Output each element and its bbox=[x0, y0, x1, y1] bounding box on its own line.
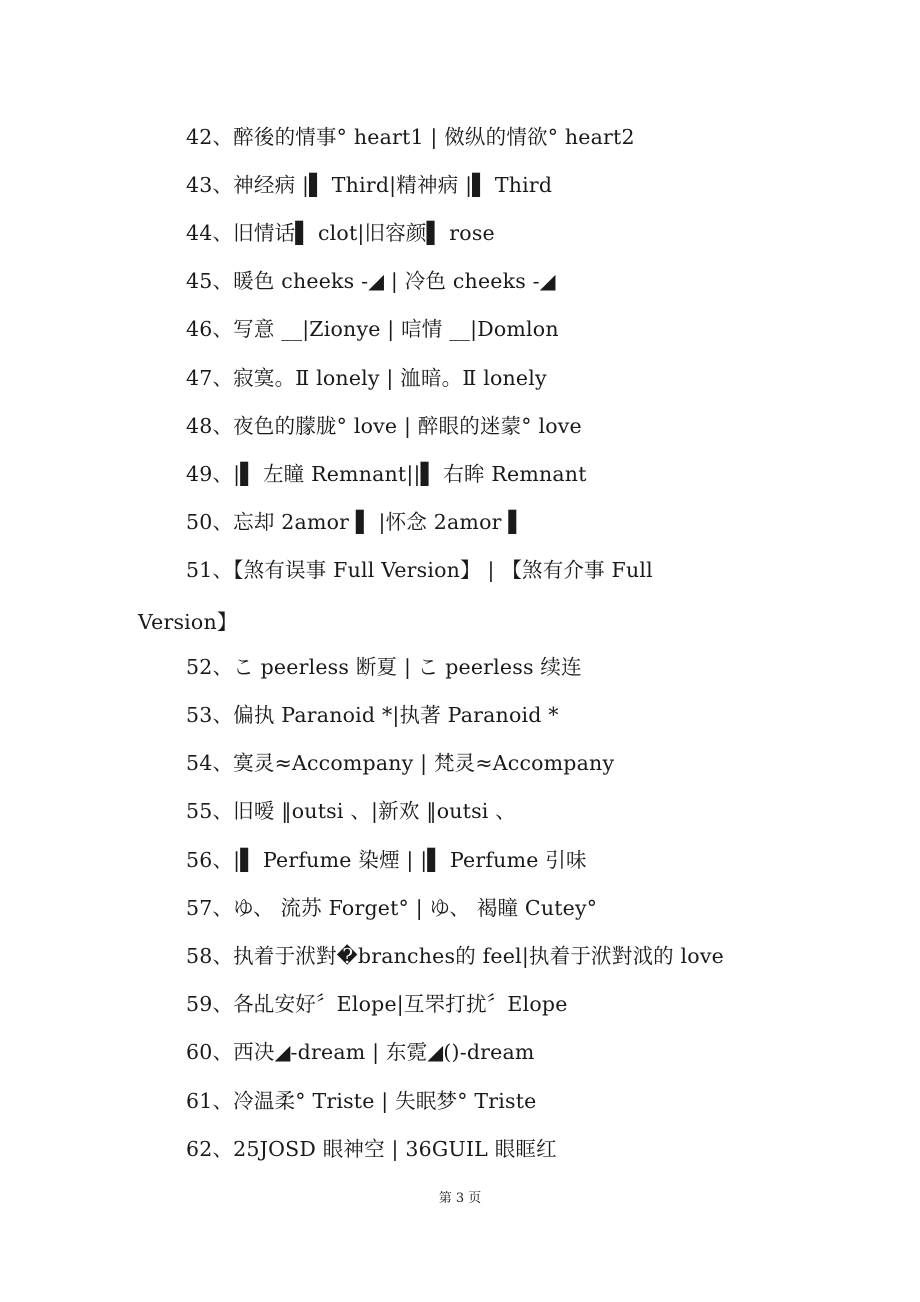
list-item: 62、25JOSD 眼神空 | 36GUIL 眼眶红 bbox=[186, 1137, 557, 1161]
list-item: 44、旧情话▌ clot|旧容颜▌ rose bbox=[186, 221, 495, 245]
page-number: 第 3 页 bbox=[438, 1191, 482, 1206]
list-item: 48、夜色的朦胧° love | 醉眼的迷蒙° love bbox=[186, 414, 582, 438]
list-item: 42、醉後的情事° heart1 | 傚纵的情欲° heart2 bbox=[186, 125, 635, 149]
list-item: 50、忘却 2amor ▌ |怀念 2amor ▌ bbox=[186, 510, 525, 534]
list-item: 59、各乩安好〞Elope|互罘打扰〞Elope bbox=[186, 992, 568, 1016]
list-item: 56、|▌ Perfume 染煙 | |▌ Perfume 引味 bbox=[186, 848, 587, 872]
list-item: 46、写意 __|Zionye | 唁情 __|Domlon bbox=[186, 317, 559, 341]
list-item: 43、神经病 |▌ Third|精神病 |▌ Third bbox=[186, 173, 553, 197]
list-item: 57、ゆ、 流苏 Forget° | ゆ、 褐瞳 Cutey° bbox=[186, 896, 598, 920]
list-item-continuation: Version】 bbox=[138, 610, 238, 634]
list-item: 52、こ peerless 断夏 | こ peerless 续连 bbox=[186, 655, 582, 679]
list-item: 54、寞灵≈Accompany | 梵灵≈Accompany bbox=[186, 751, 615, 775]
list-item: 61、冷温柔° Triste | 失眠梦° Triste bbox=[186, 1089, 537, 1113]
list-item: 51、【煞有误事 Full Version】 | 【煞有介事 Full bbox=[186, 558, 653, 582]
list-item: 49、|▌ 左瞳 Remnant||▌ 右眸 Remnant bbox=[186, 462, 587, 486]
list-item: 58、执着于洑對�branches的 feel|执着于洑對泧的 love bbox=[186, 944, 724, 968]
list-item: 60、西决◢-dream | 东霓◢()-dream bbox=[186, 1040, 535, 1064]
list-item: 55、旧嗳 ‖outsi 、|新欢 ‖outsi 、 bbox=[186, 799, 516, 823]
list-item: 45、暖色 cheeks -◢ | 冷色 cheeks -◢ bbox=[186, 269, 556, 293]
list-item: 47、寂寞。Ⅱ lonely | 洫暗。Ⅱ lonely bbox=[186, 366, 547, 390]
list-item: 53、偏执 Paranoid *|执著 Paranoid * bbox=[186, 703, 559, 727]
